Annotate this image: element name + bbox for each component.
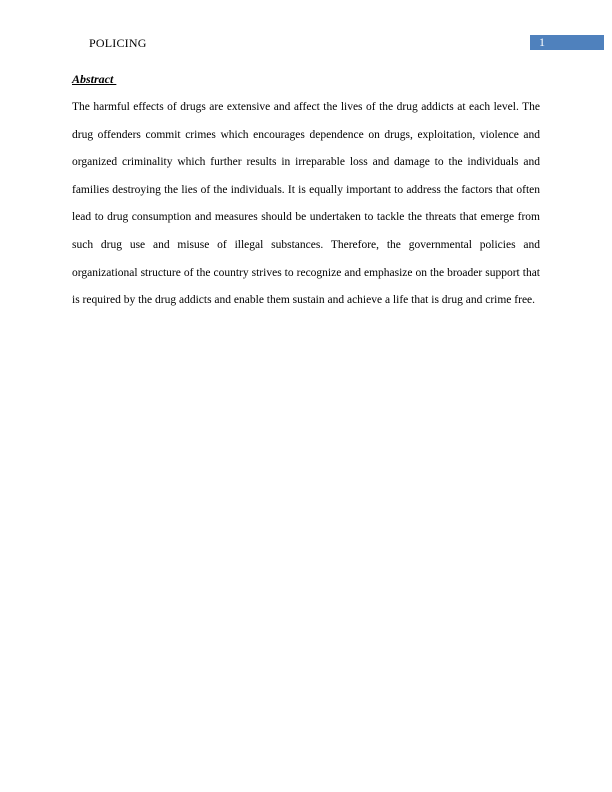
- page-number: 1: [539, 35, 545, 49]
- abstract-paragraph: The harmful effects of drugs are extensive and affect the lives of the drug addicts at each level. The drug offenders commit crimes which encourages dependence on drugs, exploitation, violence and organized criminality which further results in irreparable loss and damage to the individuals and families destroying the lies of the individuals. It is equally important to address the factors that often lead to drug consumption and measures should be undertaken to tackle the threats that emerge from such drug use and misuse of illegal substances. Therefore, the governmental policies and organizational structure of the country strives to recognize and emphasize on the broader support that is required by the drug addicts and enable them sustain and achieve a life that is drug and crime free.: [72, 101, 540, 307]
- page-number-bar: [530, 35, 604, 50]
- abstract-heading: Abstract: [72, 72, 117, 86]
- running-header-title: POLICING: [89, 36, 147, 50]
